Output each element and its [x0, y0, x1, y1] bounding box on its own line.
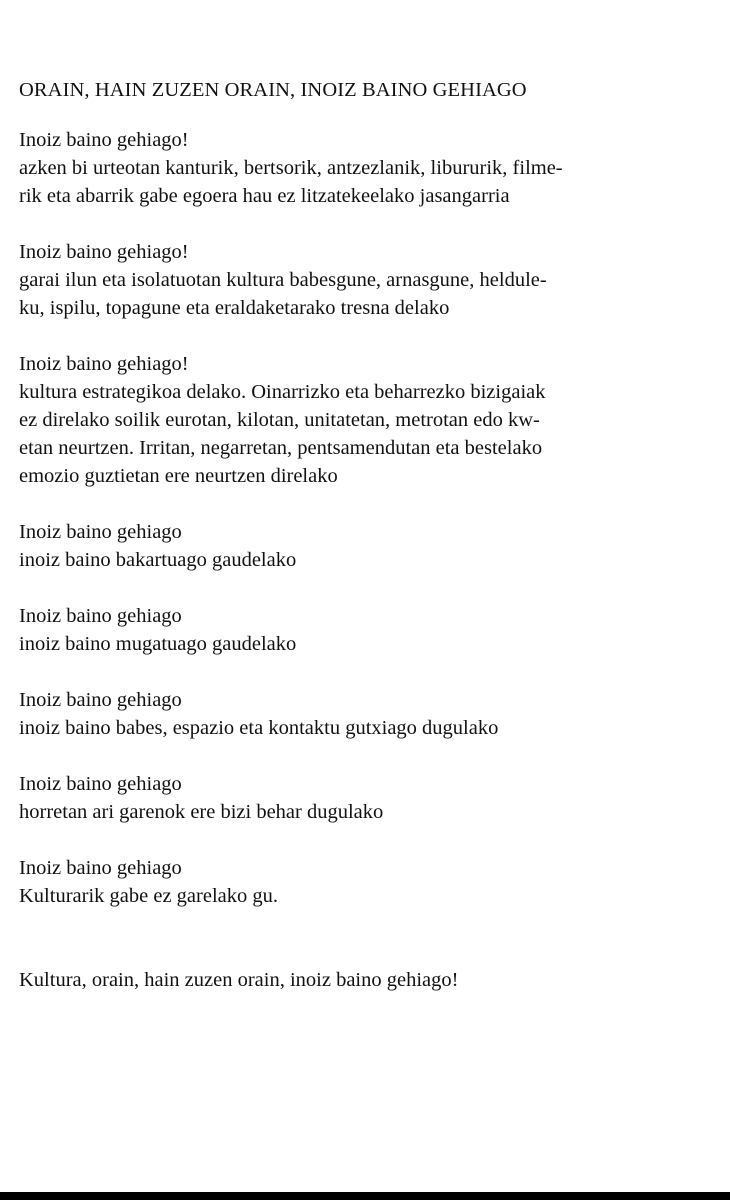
stanza-line: azken bi urteotan kanturik, bertsorik, antzezlanik, libururik, filme- — [19, 157, 563, 179]
stanza — [19, 854, 699, 910]
stanza-line: horretan ari garenok ere bizi behar dugulako — [19, 801, 384, 823]
stanza-line: Inoiz baino gehiago — [19, 521, 182, 543]
stanza — [19, 602, 699, 658]
stanza-line: rik eta abarrik gabe egoera hau ez litzatekeelako jasangarria — [19, 185, 510, 207]
stanza-line: Kulturarik gabe ez garelako gu. — [19, 885, 278, 907]
closing-line — [19, 966, 699, 994]
stanza-line: garai ilun eta isolatuotan kultura babesgune, arnasgune, heldule- — [19, 269, 547, 291]
stanza-line: Inoiz baino gehiago! — [19, 241, 189, 263]
stanza-line: Inoiz baino gehiago — [19, 773, 182, 795]
stanza-line: Inoiz baino gehiago — [19, 689, 182, 711]
stanza-line: inoiz baino babes, espazio eta kontaktu gutxiago dugulako — [19, 717, 499, 739]
stanza-line: Inoiz baino gehiago — [19, 605, 182, 627]
stanza-line: Inoiz baino gehiago! — [19, 353, 189, 375]
stanza-line: emozio guztietan ere neurtzen direlako — [19, 465, 338, 487]
document-page — [19, 76, 699, 994]
stanza — [19, 350, 699, 490]
stanza-line: ez direlako soilik eurotan, kilotan, unitatetan, metrotan edo kw- — [19, 409, 540, 431]
closing-text: Kultura, orain, hain zuzen orain, inoiz baino gehiago! — [19, 969, 459, 991]
document-title: ORAIN, HAIN ZUZEN ORAIN, INOIZ BAINO GEHIAGO — [19, 79, 527, 101]
stanza-line: Inoiz baino gehiago — [19, 857, 182, 879]
stanza-line: Inoiz baino gehiago! — [19, 129, 189, 151]
stanza-line: inoiz baino mugatuago gaudelako — [19, 633, 297, 655]
stanza — [19, 686, 699, 742]
stanza — [19, 238, 699, 322]
bottom-edge-bar — [0, 1192, 730, 1200]
stanza — [19, 518, 699, 574]
stanza — [19, 126, 699, 210]
stanza-line: ku, ispilu, topagune eta eraldaketarako tresna delako — [19, 297, 450, 319]
stanza-line: kultura estrategikoa delako. Oinarrizko eta beharrezko bizigaiak — [19, 381, 546, 403]
stanza-line: inoiz baino bakartuago gaudelako — [19, 549, 297, 571]
stanza-line: etan neurtzen. Irritan, negarretan, pentsamendutan eta bestelako — [19, 437, 543, 459]
stanza — [19, 770, 699, 826]
